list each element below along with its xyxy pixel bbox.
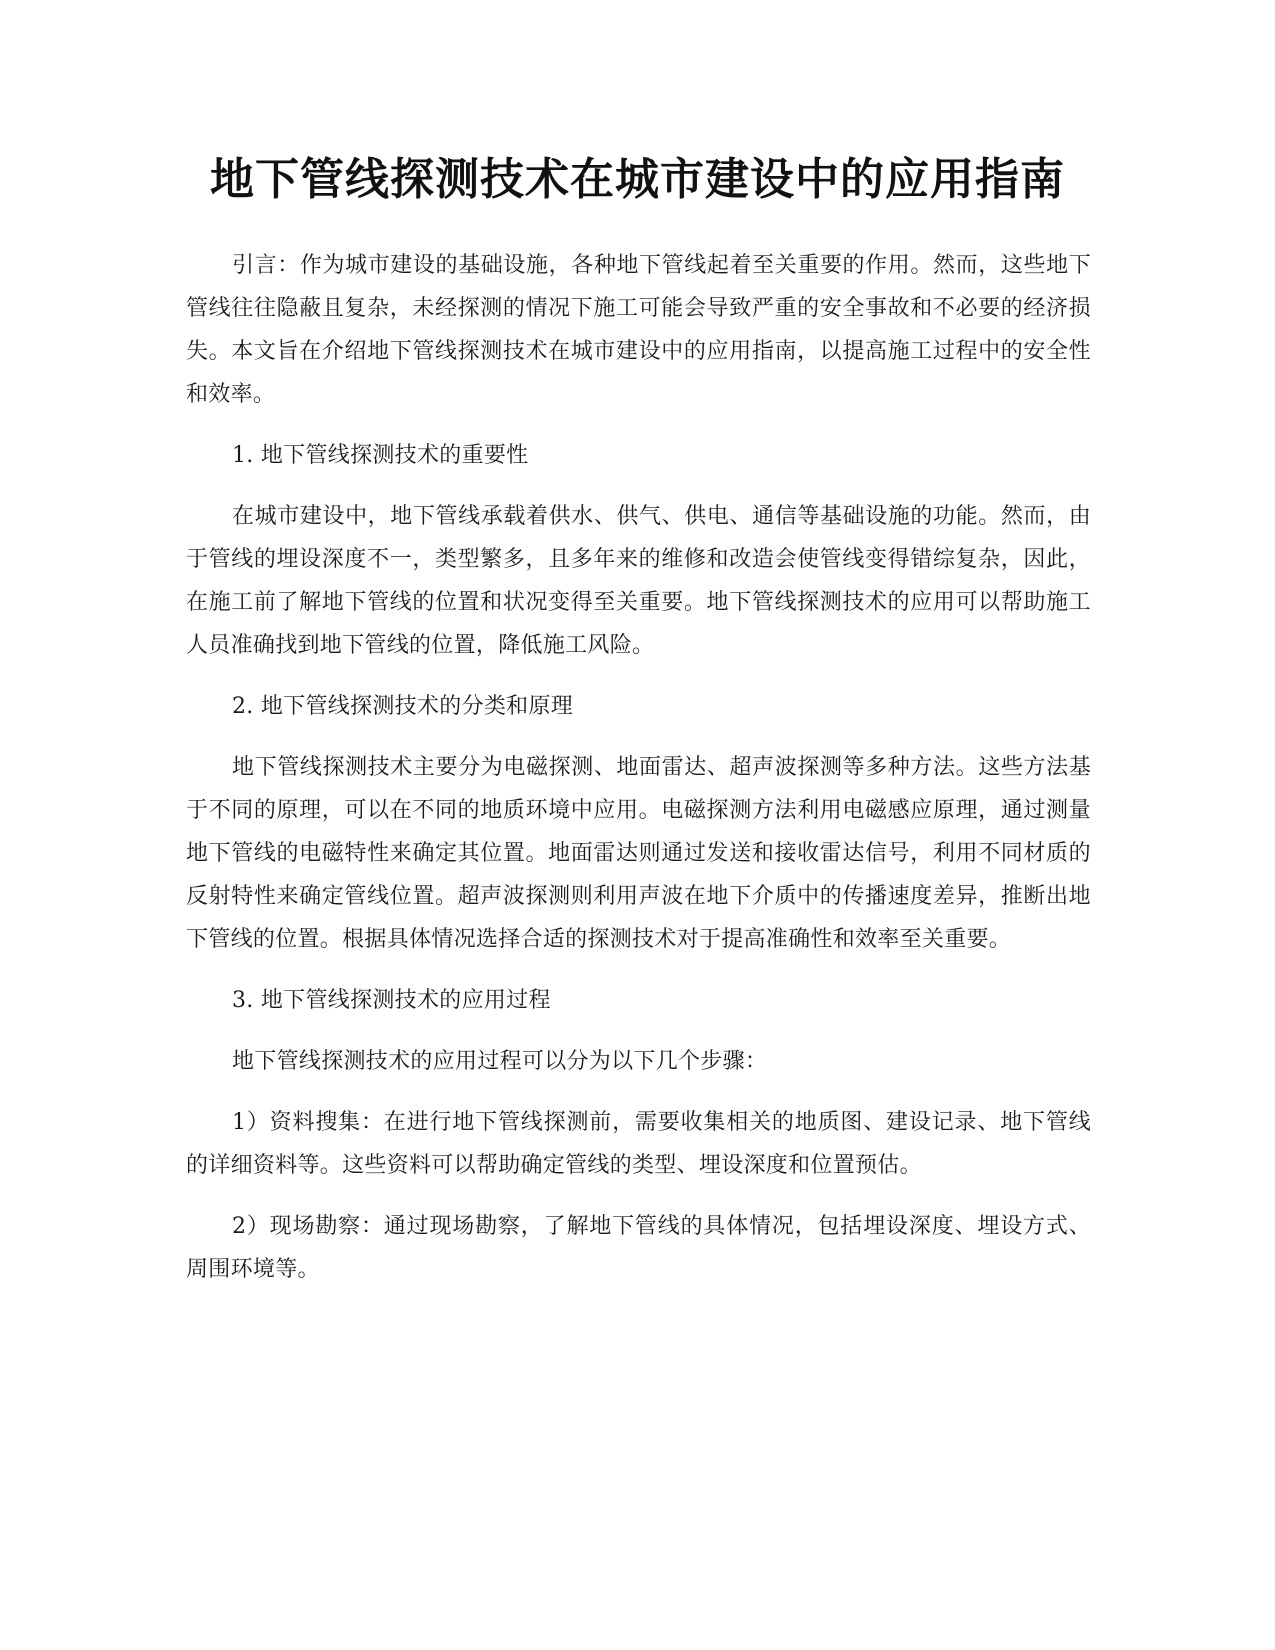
section-2-paragraph: 地下管线探测技术主要分为电磁探测、地面雷达、超声波探测等多种方法。这些方法基于不同的原理，可以在不同的地质环境中应用。电磁探测方法利用电磁感应原理，通过测量地下管线的电磁特性来确定其位置。地面雷达则通过发送和接收雷达信号，利用不同材质的反射特性来确定管线位置。超声波探测则利用声波在地下介质中的传播速度差异，推断出地下管线的位置。根据具体情况选择合适的探测技术对于提高准确性和效率至关重要。 (186, 755, 1091, 952)
step-1-paragraph: 1）资料搜集：在进行地下管线探测前，需要收集相关的地质图、建设记录、地下管线的详细资料等。这些资料可以帮助确定管线的类型、埋设深度和位置预估。 (186, 1110, 1091, 1178)
section-2-heading: 2. 地下管线探测技术的分类和原理 (232, 694, 574, 719)
section-1-heading: 1. 地下管线探测技术的重要性 (232, 443, 529, 468)
step-2-paragraph: 2）现场勘察：通过现场勘察，了解地下管线的具体情况，包括埋设深度、埋设方式、周围环境等。 (186, 1214, 1091, 1282)
document-title: 地下管线探测技术在城市建设中的应用指南 (210, 154, 1065, 205)
document-body (186, 244, 1091, 1309)
section-3-intro-paragraph: 地下管线探测技术的应用过程可以分为以下几个步骤： (232, 1049, 768, 1074)
intro-paragraph: 引言：作为城市建设的基础设施，各种地下管线起着至关重要的作用。然而，这些地下管线往往隐蔽且复杂，未经探测的情况下施工可能会导致严重的安全事故和不必要的经济损失。本文旨在介绍地下管线探测技术在城市建设中的应用指南，以提高施工过程中的安全性和效率。 (186, 253, 1091, 407)
section-3-heading: 3. 地下管线探测技术的应用过程 (232, 988, 551, 1013)
section-1-paragraph: 在城市建设中，地下管线承载着供水、供气、供电、通信等基础设施的功能。然而，由于管线的埋设深度不一，类型繁多，且多年来的维修和改造会使管线变得错综复杂，因此，在施工前了解地下管线的位置和状况变得至关重要。地下管线探测技术的应用可以帮助施工人员准确找到地下管线的位置，降低施工风险。 (186, 504, 1091, 658)
